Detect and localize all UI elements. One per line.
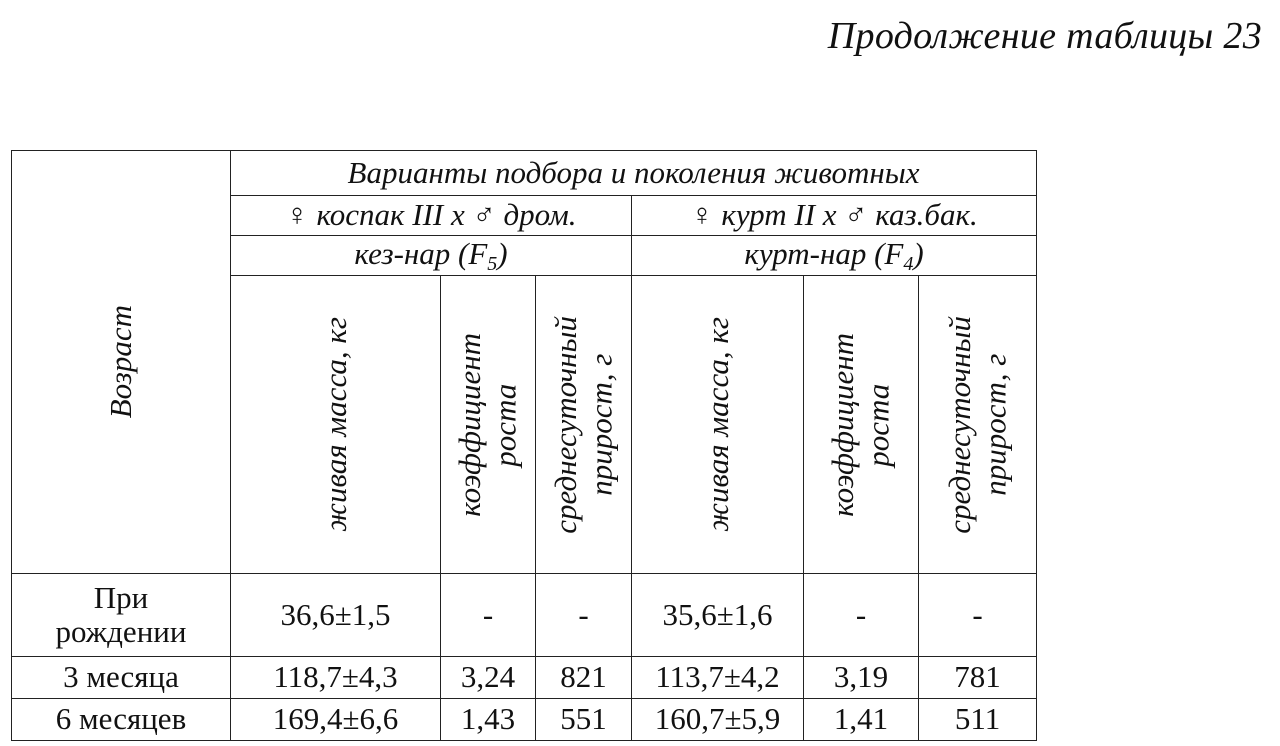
table-cell: -: [536, 574, 632, 657]
row-age-label: 3 месяца: [12, 657, 231, 699]
column-header-line1: живая масса, кг: [317, 317, 353, 532]
group-2-cross: ♀ курт II х ♂ каз.бак.: [632, 196, 1037, 236]
row-age-line1: При: [93, 579, 149, 615]
variants-header: Варианты подбора и поколения животных: [231, 151, 1037, 196]
group-1-cross: ♀ коспак III х ♂ дром.: [231, 196, 632, 236]
table-cell: 551: [536, 699, 632, 741]
group-1-generation-name: кез-нар (F: [354, 235, 488, 271]
column-header-cell: [536, 276, 632, 574]
group-2-generation-close: ): [913, 235, 924, 271]
table-cell: 3,19: [804, 657, 919, 699]
age-header-label: Возраст: [103, 305, 139, 419]
group-2-generation-sub: 4: [903, 252, 914, 275]
table-cell: -: [804, 574, 919, 657]
table-cell: 3,24: [441, 657, 536, 699]
table-cell: 821: [536, 657, 632, 699]
data-table: [11, 150, 1037, 741]
age-header-cell: [12, 151, 231, 574]
column-header-line1: среднесуточный: [547, 315, 583, 534]
group-2-generation-name: курт-нар (F: [744, 235, 904, 271]
column-header-line1: живая масса, кг: [699, 317, 735, 532]
group-1-generation: [231, 236, 632, 276]
row-age-label: 6 месяцев: [12, 699, 231, 741]
column-header-line2: роста: [488, 382, 523, 467]
table-row: [12, 574, 1037, 657]
table-caption: Продолжение таблицы 23: [827, 15, 1262, 57]
table-cell: 781: [919, 657, 1037, 699]
table-row: [12, 699, 1037, 741]
table-cell: 511: [919, 699, 1037, 741]
table-cell: 36,6±1,5: [231, 574, 441, 657]
column-header-line1: среднесуточный: [941, 315, 977, 534]
table-cell: 160,7±5,9: [632, 699, 804, 741]
row-age-line2: рождении: [55, 614, 187, 649]
column-header-cell: [919, 276, 1037, 574]
row-age-label: [12, 574, 231, 657]
column-header-line2: прирост, г: [583, 353, 619, 496]
table-cell: -: [441, 574, 536, 657]
column-header-cell: [231, 276, 441, 574]
group-2-generation: [632, 236, 1037, 276]
column-header-cell: [441, 276, 536, 574]
table-cell: -: [919, 574, 1037, 657]
column-header-line2: прирост, г: [977, 353, 1013, 496]
table-cell: 1,41: [804, 699, 919, 741]
table-cell: 169,4±6,6: [231, 699, 441, 741]
table-cell: 35,6±1,6: [632, 574, 804, 657]
table-row: [12, 657, 1037, 699]
group-1-generation-close: ): [497, 235, 508, 271]
column-header-line1: коэффициент: [452, 332, 488, 517]
table-cell: 118,7±4,3: [231, 657, 441, 699]
group-1-generation-sub: 5: [487, 252, 498, 275]
column-header-line2: роста: [861, 382, 896, 467]
column-header-cell: [632, 276, 804, 574]
table-cell: 113,7±4,2: [632, 657, 804, 699]
column-header-cell: [804, 276, 919, 574]
table-cell: 1,43: [441, 699, 536, 741]
column-header-line1: коэффициент: [825, 332, 861, 517]
